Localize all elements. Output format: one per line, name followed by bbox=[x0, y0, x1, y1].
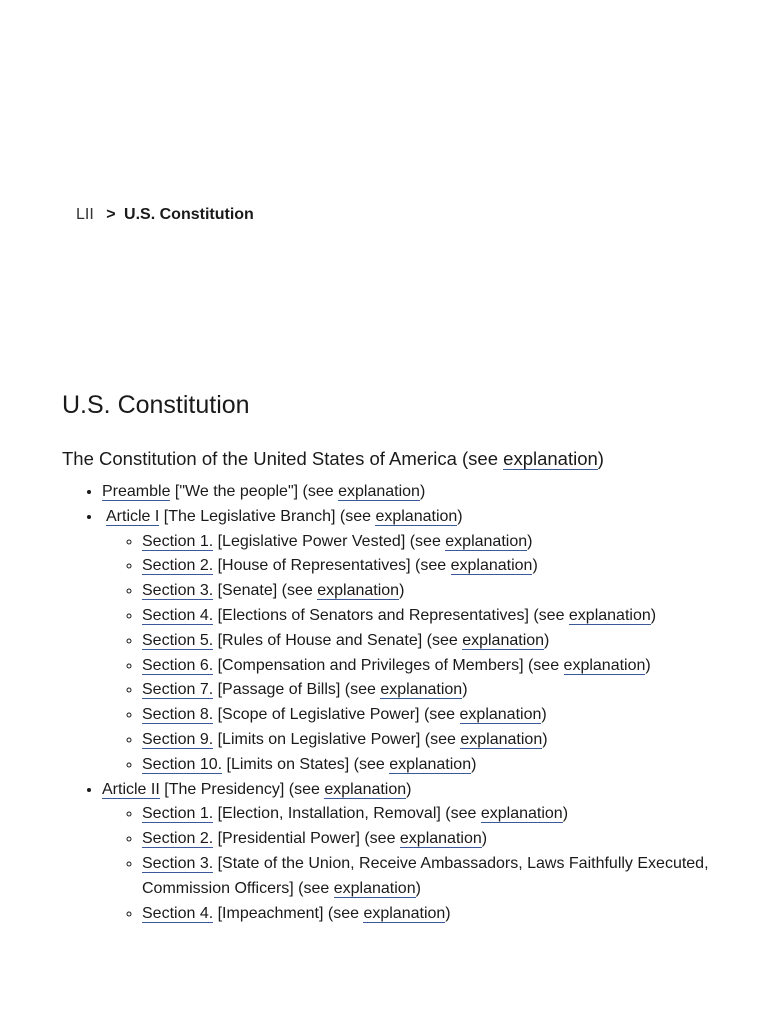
section-explanation-link[interactable]: explanation bbox=[399, 830, 482, 848]
breadcrumb-current: U.S. Constitution bbox=[124, 206, 254, 223]
article-1-link[interactable]: Article I bbox=[106, 507, 160, 525]
list-item bbox=[142, 579, 768, 604]
section-close: ) bbox=[481, 830, 488, 848]
section-close: ) bbox=[445, 904, 451, 922]
section-close: ) bbox=[527, 532, 533, 550]
breadcrumb-home-link[interactable]: LII bbox=[76, 206, 94, 223]
article-2-desc: [The Presidency] (see bbox=[159, 780, 325, 798]
list-item bbox=[142, 604, 768, 629]
section-close: ) bbox=[462, 681, 468, 699]
list-item bbox=[142, 678, 768, 703]
list-item bbox=[142, 852, 768, 902]
table-of-contents bbox=[62, 480, 768, 926]
section-close: ) bbox=[471, 755, 477, 773]
section-explanation-link[interactable]: explanation bbox=[563, 656, 646, 674]
section-link[interactable]: Section 2. bbox=[142, 557, 214, 575]
section-link[interactable]: Section 6. bbox=[142, 656, 214, 674]
section-link[interactable]: Section 4. bbox=[142, 904, 214, 922]
section-explanation-link[interactable]: explanation bbox=[445, 532, 528, 550]
section-explanation-link[interactable]: explanation bbox=[333, 879, 416, 897]
list-item bbox=[142, 703, 768, 728]
section-explanation-link[interactable]: explanation bbox=[459, 706, 542, 724]
list-item bbox=[142, 827, 768, 852]
breadcrumb bbox=[76, 205, 254, 225]
intro-paragraph bbox=[62, 446, 752, 472]
article-2-sections bbox=[102, 802, 768, 926]
section-desc: [Legislative Power Vested] (see bbox=[213, 532, 446, 550]
section-desc: [Limits on States] (see bbox=[222, 755, 390, 773]
article-1-close: ) bbox=[457, 507, 463, 525]
section-close: ) bbox=[542, 730, 548, 748]
section-close: ) bbox=[645, 656, 651, 674]
section-link[interactable]: Section 9. bbox=[142, 730, 214, 748]
section-link[interactable]: Section 10. bbox=[142, 755, 223, 773]
section-desc: [Passage of Bills] (see bbox=[213, 681, 381, 699]
preamble-link[interactable]: Preamble bbox=[102, 483, 171, 500]
section-close: ) bbox=[399, 582, 405, 600]
section-close: ) bbox=[541, 706, 547, 724]
section-link[interactable]: Section 2. bbox=[142, 830, 214, 848]
page-title: U.S. Constitution bbox=[62, 391, 250, 419]
section-link[interactable]: Section 4. bbox=[142, 606, 214, 624]
preamble-desc: ["We the people"] (see bbox=[170, 483, 339, 500]
toc-item-article-2 bbox=[102, 778, 768, 927]
section-link[interactable]: Section 7. bbox=[142, 681, 214, 699]
section-explanation-link[interactable]: explanation bbox=[450, 557, 533, 575]
section-explanation-link[interactable]: explanation bbox=[389, 755, 472, 773]
preamble-explanation-link[interactable]: explanation bbox=[338, 483, 420, 500]
list-item bbox=[142, 530, 768, 555]
section-explanation-link[interactable]: explanation bbox=[462, 631, 545, 649]
section-close: ) bbox=[544, 631, 550, 649]
section-close: ) bbox=[562, 805, 569, 823]
section-explanation-link[interactable]: explanation bbox=[480, 805, 563, 823]
toc-item-article-1 bbox=[102, 505, 768, 778]
section-desc: [Senate] (see bbox=[213, 582, 318, 600]
section-link[interactable]: Section 1. bbox=[142, 532, 214, 550]
section-desc: [Rules of House and Senate] (see bbox=[213, 631, 463, 649]
section-link[interactable]: Section 3. bbox=[142, 854, 214, 872]
article-2-explanation-link[interactable]: explanation bbox=[324, 780, 407, 798]
intro-text: The Constitution of the United States of America (see bbox=[62, 448, 504, 469]
list-item bbox=[142, 728, 768, 753]
section-desc: [Impeachment] (see bbox=[213, 904, 364, 922]
preamble-close: ) bbox=[419, 483, 426, 500]
section-desc: [Compensation and Privileges of Members] (see bbox=[213, 656, 564, 674]
section-link[interactable]: Section 8. bbox=[142, 706, 214, 724]
intro-explanation-link[interactable]: explanation bbox=[503, 448, 598, 469]
list-item bbox=[142, 802, 768, 827]
article-2-link[interactable]: Article II bbox=[102, 780, 160, 798]
article-1-sections bbox=[102, 530, 768, 778]
section-explanation-link[interactable]: explanation bbox=[380, 681, 463, 699]
article-1-desc: [The Legislative Branch] (see bbox=[159, 507, 376, 525]
section-desc: [Scope of Legislative Power] (see bbox=[213, 706, 460, 724]
section-link[interactable]: Section 5. bbox=[142, 631, 214, 649]
section-desc: [Election, Installation, Removal] (see bbox=[213, 805, 481, 823]
section-explanation-link[interactable]: explanation bbox=[363, 904, 446, 922]
list-item bbox=[142, 554, 768, 579]
list-item bbox=[142, 753, 768, 778]
section-explanation-link[interactable]: explanation bbox=[568, 606, 651, 624]
breadcrumb-separator: > bbox=[106, 206, 116, 223]
list-item bbox=[142, 902, 768, 927]
section-desc: [State of the Union, Receive Ambassadors, Laws Faithfully Executed, Commission Officers] (see bbox=[142, 854, 709, 897]
list-item bbox=[142, 629, 768, 654]
section-explanation-link[interactable]: explanation bbox=[460, 730, 543, 748]
section-desc: [House of Representatives] (see bbox=[213, 557, 451, 575]
toc-item-preamble bbox=[102, 480, 768, 505]
section-desc: [Limits on Legislative Power] (see bbox=[213, 730, 461, 748]
section-link[interactable]: Section 3. bbox=[142, 582, 214, 600]
section-close: ) bbox=[415, 879, 421, 897]
article-2-close: ) bbox=[406, 780, 412, 798]
intro-suffix: ) bbox=[597, 448, 604, 469]
list-item bbox=[142, 654, 768, 679]
section-desc: [Elections of Senators and Representatives] (see bbox=[213, 606, 569, 624]
section-desc: [Presidential Power] (see bbox=[213, 830, 400, 848]
section-close: ) bbox=[532, 557, 538, 575]
section-close: ) bbox=[650, 606, 657, 624]
section-explanation-link[interactable]: explanation bbox=[317, 582, 400, 600]
article-1-explanation-link[interactable]: explanation bbox=[375, 507, 458, 525]
section-link[interactable]: Section 1. bbox=[142, 805, 214, 823]
